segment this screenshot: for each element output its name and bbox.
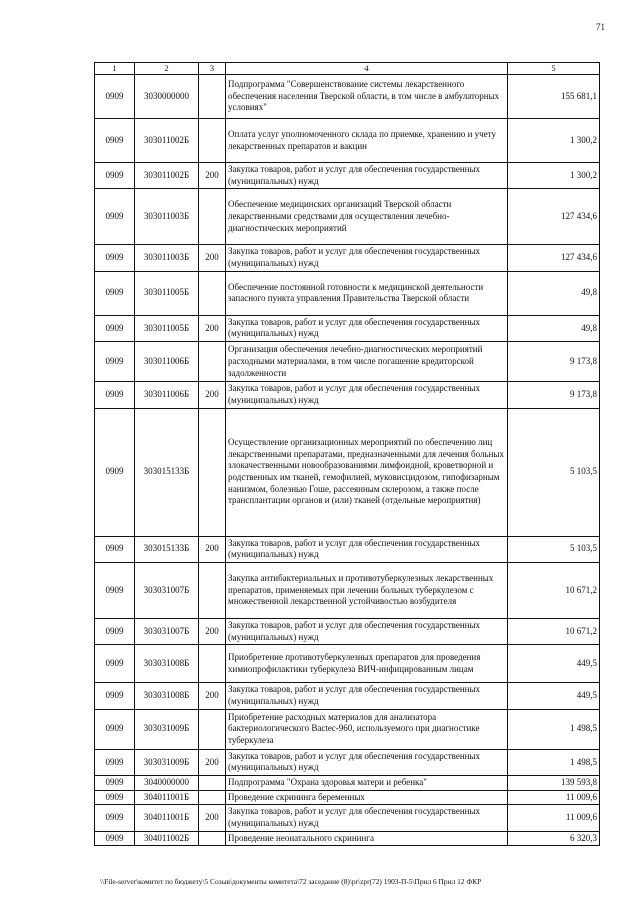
code-cell: 303031007Б xyxy=(135,562,199,618)
amount-cell: 5 103,5 xyxy=(508,536,600,562)
section-cell: 0909 xyxy=(95,315,135,341)
code-cell: 303011005Б xyxy=(135,315,199,341)
column-header-4: 4 xyxy=(226,63,508,75)
code-cell: 303015133Б xyxy=(135,408,199,536)
section-cell: 0909 xyxy=(95,536,135,562)
expense-type-cell xyxy=(199,189,226,245)
table-row xyxy=(95,709,600,749)
expense-type-cell: 200 xyxy=(199,683,226,709)
item-name-cell: Закупка товаров, работ и услуг для обеспечения государственных (муниципальных) нужд xyxy=(226,749,508,775)
code-cell: 304011001Б xyxy=(135,790,199,805)
code-cell: 303031008Б xyxy=(135,645,199,683)
item-name-cell: Подпрограмма "Охрана здоровья матери и ребенка" xyxy=(226,776,508,791)
expense-type-cell xyxy=(199,75,226,119)
section-cell: 0909 xyxy=(95,271,135,315)
amount-cell: 9 173,8 xyxy=(508,382,600,408)
code-cell: 303011006Б xyxy=(135,382,199,408)
item-name-cell: Закупка товаров, работ и услуг для обеспечения государственных (муниципальных) нужд xyxy=(226,245,508,271)
table-row xyxy=(95,790,600,805)
amount-cell: 139 593,8 xyxy=(508,776,600,791)
amount-cell: 449,5 xyxy=(508,683,600,709)
item-name-cell: Закупка антибактериальных и противотуберкулезных лекарственных препаратов, применяемых при лечении больных туберкулезом с множественной лекарственной устойчивостью возбудителя xyxy=(226,562,508,618)
expense-type-cell: 200 xyxy=(199,163,226,189)
section-cell: 0909 xyxy=(95,683,135,709)
item-name-cell: Осуществление организационных мероприятий по обеспечению лиц лекарственными препаратами, предназначенными для лечения больных злокачественными новообразованиями лимфоидной, кроветворной и родственных им тканей, гемофилией, муковисцидозом, гипофизарным нанизмом, болезнью Гоше, рассеянным склерозом, а также после трансплантации органов и (или) тканей (отдельные мероприятия) xyxy=(226,408,508,536)
expense-type-cell: 200 xyxy=(199,536,226,562)
amount-cell: 49,8 xyxy=(508,271,600,315)
table-row xyxy=(95,562,600,618)
expense-type-cell xyxy=(199,709,226,749)
item-name-cell: Обеспечение медицинских организаций Тверской области лекарственными средствами для осуществления лечебно-диагностических мероприятий xyxy=(226,189,508,245)
amount-cell: 10 671,2 xyxy=(508,562,600,618)
expense-type-cell: 200 xyxy=(199,315,226,341)
section-cell: 0909 xyxy=(95,790,135,805)
table-row xyxy=(95,776,600,791)
amount-cell: 1 300,2 xyxy=(508,119,600,163)
column-header-3: 3 xyxy=(199,63,226,75)
code-cell: 303031009Б xyxy=(135,749,199,775)
code-cell: 303011003Б xyxy=(135,245,199,271)
amount-cell: 1 300,2 xyxy=(508,163,600,189)
table-row xyxy=(95,271,600,315)
expense-type-cell: 200 xyxy=(199,805,226,831)
file-path-footer: \\File-server\комитет по бюджету\5 Созыв\документы комитета\72 заседание (8)\pr\zpr(72) 1903-П-5\Прил 6 Прил 12 ФКР xyxy=(100,877,482,886)
table-row xyxy=(95,831,600,846)
table-row xyxy=(95,315,600,341)
section-cell: 0909 xyxy=(95,75,135,119)
section-cell: 0909 xyxy=(95,645,135,683)
expense-type-cell xyxy=(199,408,226,536)
expense-type-cell xyxy=(199,342,226,382)
table-row xyxy=(95,536,600,562)
page-number: 71 xyxy=(596,22,605,32)
code-cell: 3040000000 xyxy=(135,776,199,791)
code-cell: 303015133Б xyxy=(135,536,199,562)
section-cell: 0909 xyxy=(95,749,135,775)
code-cell: 304011002Б xyxy=(135,831,199,846)
code-cell: 303031007Б xyxy=(135,618,199,644)
item-name-cell: Закупка товаров, работ и услуг для обеспечения государственных (муниципальных) нужд xyxy=(226,805,508,831)
item-name-cell: Проведение неонатального скрининга xyxy=(226,831,508,846)
amount-cell: 6 320,3 xyxy=(508,831,600,846)
table-row xyxy=(95,382,600,408)
expense-type-cell xyxy=(199,119,226,163)
item-name-cell: Приобретение противотуберкулезных препаратов для проведения химиопрофилактики туберкулеза ВИЧ-инфицированным лицам xyxy=(226,645,508,683)
amount-cell: 11 009,6 xyxy=(508,805,600,831)
item-name-cell: Подпрограмма "Совершенствование системы лекарственного обеспечения населения Тверской области, в том числе в амбулаторных условиях" xyxy=(226,75,508,119)
table-row xyxy=(95,805,600,831)
table-row xyxy=(95,645,600,683)
item-name-cell: Организация обеспечения лечебно-диагностических мероприятий расходными материалами, в том числе погашение кредиторской задолженности xyxy=(226,342,508,382)
amount-cell: 127 434,6 xyxy=(508,245,600,271)
section-cell: 0909 xyxy=(95,382,135,408)
section-cell: 0909 xyxy=(95,408,135,536)
amount-cell: 5 103,5 xyxy=(508,408,600,536)
code-cell: 303011002Б xyxy=(135,163,199,189)
table-row xyxy=(95,618,600,644)
table-row xyxy=(95,408,600,536)
expense-type-cell xyxy=(199,790,226,805)
table-row xyxy=(95,163,600,189)
table-row xyxy=(95,749,600,775)
expense-type-cell: 200 xyxy=(199,245,226,271)
code-cell: 3030000000 xyxy=(135,75,199,119)
code-cell: 303011006Б xyxy=(135,342,199,382)
section-cell: 0909 xyxy=(95,119,135,163)
amount-cell: 155 681,1 xyxy=(508,75,600,119)
item-name-cell: Приобретение расходных материалов для анализатора бактериологического Bactec-960, используемого при диагностике туберкулеза xyxy=(226,709,508,749)
item-name-cell: Закупка товаров, работ и услуг для обеспечения государственных (муниципальных) нужд xyxy=(226,536,508,562)
item-name-cell: Закупка товаров, работ и услуг для обеспечения государственных (муниципальных) нужд xyxy=(226,315,508,341)
table-body xyxy=(95,75,600,846)
amount-cell: 1 498,5 xyxy=(508,749,600,775)
section-cell: 0909 xyxy=(95,776,135,791)
section-cell: 0909 xyxy=(95,709,135,749)
amount-cell: 10 671,2 xyxy=(508,618,600,644)
expense-type-cell: 200 xyxy=(199,382,226,408)
code-cell: 304011001Б xyxy=(135,805,199,831)
item-name-cell: Закупка товаров, работ и услуг для обеспечения государственных (муниципальных) нужд xyxy=(226,163,508,189)
item-name-cell: Проведение скрининга беременных xyxy=(226,790,508,805)
item-name-cell: Оплата услуг уполномоченного склада по приемке, хранению и учету лекарственных препаратов и вакцин xyxy=(226,119,508,163)
expense-type-cell xyxy=(199,645,226,683)
table-row xyxy=(95,342,600,382)
expense-type-cell xyxy=(199,776,226,791)
code-cell: 303031009Б xyxy=(135,709,199,749)
amount-cell: 49,8 xyxy=(508,315,600,341)
code-cell: 303011002Б xyxy=(135,119,199,163)
column-header-1: 1 xyxy=(95,63,135,75)
item-name-cell: Закупка товаров, работ и услуг для обеспечения государственных (муниципальных) нужд xyxy=(226,683,508,709)
amount-cell: 9 173,8 xyxy=(508,342,600,382)
table-header-row xyxy=(95,63,600,75)
item-name-cell: Закупка товаров, работ и услуг для обеспечения государственных (муниципальных) нужд xyxy=(226,618,508,644)
section-cell: 0909 xyxy=(95,562,135,618)
section-cell: 0909 xyxy=(95,163,135,189)
expense-type-cell: 200 xyxy=(199,618,226,644)
table-row xyxy=(95,119,600,163)
expense-type-cell xyxy=(199,271,226,315)
amount-cell: 1 498,5 xyxy=(508,709,600,749)
section-cell: 0909 xyxy=(95,342,135,382)
section-cell: 0909 xyxy=(95,245,135,271)
expense-type-cell xyxy=(199,831,226,846)
code-cell: 303031008Б xyxy=(135,683,199,709)
table-row xyxy=(95,189,600,245)
code-cell: 303011003Б xyxy=(135,189,199,245)
item-name-cell: Обеспечение постоянной готовности к медицинской деятельности запасного пункта управления Правительства Тверской области xyxy=(226,271,508,315)
expense-type-cell xyxy=(199,562,226,618)
item-name-cell: Закупка товаров, работ и услуг для обеспечения государственных (муниципальных) нужд xyxy=(226,382,508,408)
code-cell: 303011005Б xyxy=(135,271,199,315)
section-cell: 0909 xyxy=(95,831,135,846)
amount-cell: 11 009,6 xyxy=(508,790,600,805)
table-row xyxy=(95,75,600,119)
section-cell: 0909 xyxy=(95,805,135,831)
amount-cell: 449,5 xyxy=(508,645,600,683)
column-header-5: 5 xyxy=(508,63,600,75)
section-cell: 0909 xyxy=(95,189,135,245)
table-row xyxy=(95,683,600,709)
column-header-2: 2 xyxy=(135,63,199,75)
amount-cell: 127 434,6 xyxy=(508,189,600,245)
budget-table xyxy=(94,62,600,846)
expense-type-cell: 200 xyxy=(199,749,226,775)
section-cell: 0909 xyxy=(95,618,135,644)
table-row xyxy=(95,245,600,271)
